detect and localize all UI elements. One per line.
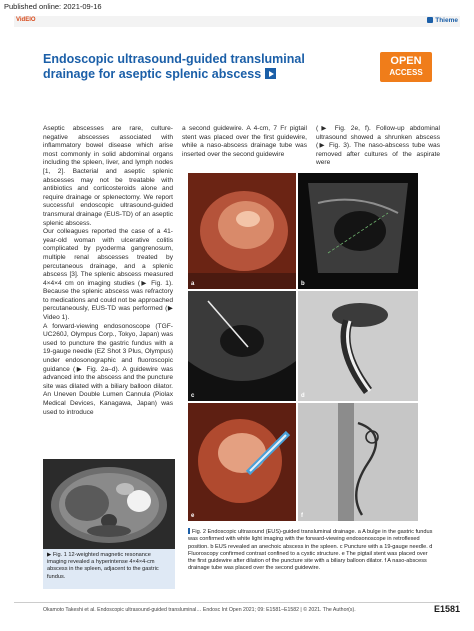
badge-line2: ACCESS xyxy=(389,68,423,77)
footer-divider xyxy=(14,602,460,603)
figure-2f-fluoroscopy-tube-image xyxy=(298,403,418,521)
page-number: E1581 xyxy=(433,604,460,614)
figure-2-caption xyxy=(188,528,434,573)
panel-label-a: a xyxy=(191,281,195,287)
figure-2a-endoscopy-image xyxy=(188,173,296,289)
thieme-logo-icon xyxy=(427,17,433,23)
body-text-3: (▶ Fig. 2e, f). Follow-up abdominal ultrasound showed a shrunken abscess (▶ Fig. 3). The naso-abscess tube was removed after cultures of the aspirate were xyxy=(316,125,440,167)
badge-line1: OPEN xyxy=(390,55,422,67)
caption-marker-icon xyxy=(188,528,190,534)
panel-label-c: c xyxy=(191,393,195,399)
panel-label-f: f xyxy=(301,513,303,519)
mri-scan-graphic xyxy=(43,459,175,549)
pigtail-stent-graphic xyxy=(188,403,296,521)
needle-puncture-graphic xyxy=(188,291,296,401)
publisher-name: Thieme xyxy=(435,17,458,24)
figure-1-caption: ▶ Fig. 1 12-weighted magnetic resonance imaging revealed a hyperintense 4×4×4-cm abscess in the spleen, adjacent to the gastric fundus. xyxy=(43,549,175,589)
publisher-logo xyxy=(427,17,458,24)
drainage-tube-graphic xyxy=(298,403,418,521)
body-column-1 xyxy=(43,125,173,417)
figure-1-mri-image xyxy=(43,459,175,549)
figure-2e-stent-image xyxy=(188,403,296,521)
body-column-3 xyxy=(316,125,440,168)
eus-abscess-graphic xyxy=(298,173,418,289)
article-title-text: Endoscopic ultrasound-guided transluminal drainage for aseptic splenic abscess xyxy=(43,52,305,81)
body-column-2 xyxy=(182,125,307,159)
panel-label-b: b xyxy=(301,281,305,287)
body-text-1: Aseptic abscesses are rare, culture-negative abscesses associated with inflammatory bowel disease which arise most commonly in solid abdominal organs including the spleen, liver, and lymph nodes [1, 2]. Bacterial and aseptic splenic abscesses may not be treatable with antibiotics and corticosteroids alone and require drainage or splenectomy. We report successful endoscopic ultrasound-guided transmural drainage (EUS-TD) of an aseptic splenic abscess. Our colleagues reported the case of a 41-year-old woman with ulcerative colitis complicated by pyoderma gangrenosum, multiple renal abscesses treated by percutaneous drainage, and a splenic abscess [3]. The splenic abscess measured 4×4×4 cm on imaging studies (▶ Fig. 1). Because the splenic abscess was refractory to medications and could not be approached percutaneously, EUS-TD was performed (▶ Video 1). A forward-viewing endosonoscope (TGF-UC260J, Olympus Corp., Tokyo, Japan) was used to puncture the gastric fundus with a 19-gauge needle (EZ Shot 3 Plus, Olympus) under endosonographic and fluoroscopic guidance (▶ Fig. 2a–d). A guidewire was advanced into the abscess and the puncture site was dilated with a biliary balloon dilator. An Uneven Double Lumen Cannula (Piolax Medical Devices, Kanagawa, Japan) was used to introduce xyxy=(43,125,173,416)
body-text-2: a second guidewire. A 4-cm, 7 Fr pigtail stent was placed over the first guidewire, while a naso-abscess drainage tube was inserted over the second guidewire xyxy=(182,125,307,158)
panel-label-e: e xyxy=(191,513,195,519)
video-play-icon[interactable] xyxy=(265,68,276,79)
published-date: Published online: 2021-09-16 xyxy=(4,2,102,11)
section-label: VidEIO xyxy=(16,17,36,23)
article-title xyxy=(43,52,353,82)
open-access-badge xyxy=(380,52,432,82)
figure-2c-puncture-image xyxy=(188,291,296,401)
header-band xyxy=(14,16,460,27)
figure-2d-fluoroscopy-image xyxy=(298,291,418,401)
figure-2b-eus-image xyxy=(298,173,418,289)
figure-2-caption-text: Fig. 2 Endoscopic ultrasound (EUS)-guided transluminal drainage. a A bulge in the gastric fundus was confirmed with white light imaging with the forward-viewing endosonoscope in retroflexed position. b EUS revealed an anechoic abscess in the spleen. c Puncture with a 19-gauge needle. d Fluoroscopy confirmed contrast confined to a cystic structure. e The pigtail stent was placed over the first guidewire after dilation of the puncture site with a biliary balloon dilator. f A naso-abscess drainage tube was placed over the second guidewire. xyxy=(188,529,433,572)
endoscopy-bulge-graphic xyxy=(188,173,296,289)
fluoroscopy-graphic xyxy=(298,291,418,401)
footer-citation: Okamoto Takeshi et al. Endoscopic ultrasound-guided transluminal… Endosc Int Open 2021; 09: E1581–E1582 | © 2021. The Author(s). xyxy=(43,607,356,613)
panel-label-d: d xyxy=(301,393,305,399)
